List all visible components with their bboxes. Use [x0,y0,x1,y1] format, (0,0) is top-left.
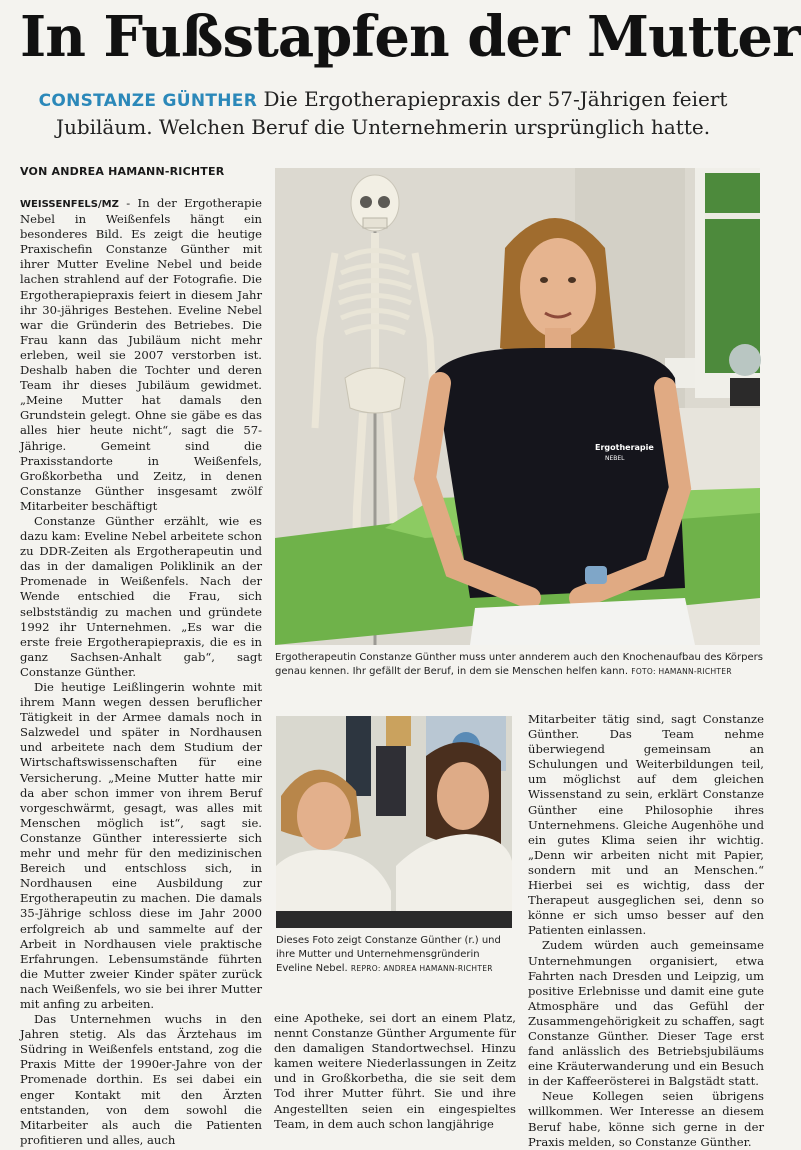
main-photo-caption-text: Ergotherapeutin Constanze Günther muss unter annderem auch den Knochenaufbau des Körpers genau kennen. Ihr gefällt der Beruf, in dem sie Menschen helfen kann. [275,652,763,677]
main-photo-credit: FOTO: HAMANN-RICHTER [631,667,732,676]
paragraph-3: Die heutige Leißlingerin wohnte mit ihrem Mann wegen dessen beruflicher Tätigkeit in der Armee damals noch in Salzwedel und später in Nordhausen und arbeitete nach dem Studium der Wirtschaftswissenschaften für eine Versicherung. „Meine Mutter hatte mir da aber schon immer von ihrem Beruf vorgeschwärmt, gesagt, was alles mit Menschen möglich ist“, sagt sie. Constanze Günther interessierte sich mehr und mehr für den medizinischen Bereich und entschloss sich, in Nordhausen eine Ausbildung zur Ergotherapeutin zu machen. Die damals 35-Jährige schloss diese im Jahr 2000 erfolgreich ab und sammelte auf der Arbeit in Nordhausen viele praktische Erfahrungen. Lebensumstände führten die Mutter zweier Kinder später zurück nach Weißenfels, wo sie bei ihrer Mutter mit anfing zu arbeiten. [20,680,262,1011]
secondary-photo-credit: REPRO: ANDREA HAMANN-RICHTER [350,964,493,973]
column-3-paragraph-1: Mitarbeiter tätig sind, sagt Constanze Günther. Das Team nehme überwiegend gemeinsam an Schulungen und Weiterbildungen teil, um möglichst auf dem gleichen Wissenstand zu sein, erklärt Constanze Günther eine Philosophie ihres Unternehmens. Gleiche Augenhöhe und ein gutes Klima seien ihr wichtig. „Denn wir arbeiten nicht mit Papier, sondern mit und an Menschen.“ Hierbei sei es wichtig, dass der Therapeut ausgeglichen sei, denn so könne er sich umso besser auf den Patienten einlassen. [528,712,764,938]
column-2-text: eine Apotheke, sei dort an einem Platz, nennt Constanze Günther Argumente für den damaligen Standortwechsel. Hinzu kamen weitere Niederlassungen in Zeitz und in Großkorbetha, die sie seit dem Tod ihrer Mutter führt. Sie und ihre Angestellten seien ein eingespieltes Team, in dem auch schon langjährige [274,1011,516,1131]
secondary-photo-caption-text: Dieses Foto zeigt Constanze Günther (r.) und ihre Mutter und Unternehmensgründerin Eveline Nebel. [276,935,501,974]
subheadline [28,86,738,140]
paragraph-1 [20,196,262,514]
paragraph-4: Das Unternehmen wuchs in den Jahren stetig. Als das Ärztehaus im Südring in Weißenfels entstand, zog die Praxis Mitte der 1990er-Jahre von der Promenade dorthin. Es sei dabei ein enger Kontakt mit den Ärzten entstanden, von dem sowohl die Mitarbeiter als auch die Patienten profitieren und alles, auch [20,1012,262,1147]
column-3-paragraph-3: Neue Kollegen seien übrigens willkommen. Wer Interesse an diesem Beruf habe, könne sich gerne in der Praxis melden, so Constanze Günther. [528,1089,764,1149]
headline: In Fußstapfen der Mutter [20,4,801,70]
article-column-1 [20,196,262,1147]
column-3-paragraph-2: Zudem würden auch gemeinsame Unternehmungen organisiert, etwa Fahrten nach Dresden und Leipzig, um positive Erlebnisse und damit eine gute Atmosphäre und das Gefühl der Zusammengehörigkeit zu schaffen, sagt Constanze Günther. Dieser Tage erst fand anlässlich des Betriebsjubiläums eine Kräuterwanderung und ein Besuch in der Kaffeerösterei in Balgstädt statt. [528,938,764,1089]
main-photo [275,168,760,645]
article-column-3 [528,712,764,1149]
secondary-photo-illustration [276,716,512,928]
dateline: WEISSENFELS/MZ [20,199,119,210]
shirt-logo-text: Ergotherapie [595,443,654,452]
article-column-2 [274,1011,516,1140]
paragraph-2: Constanze Günther erzählt, wie es dazu kam: Eveline Nebel arbeitete schon zu DDR-Zeiten als Ergotherapeutin und das in der damaligen Poliklinik an der Promenade in Weißenfels. Nach der Wende entschied die Frau, sich selbstständig zu machen und gründete 1992 ihr Unternehmen. „Es war die erste freie Ergotherapiepraxis, die es in ganz Sachsen-Anhalt gab“, sagt Constanze Günther. [20,513,262,679]
byline: VON ANDREA HAMANN-RICHTER [20,165,225,178]
subhead-kicker: CONSTANZE GÜNTHER [38,91,258,111]
secondary-photo [276,716,512,928]
main-photo-caption [275,651,763,679]
paragraph-1-text: - In der Ergotherapie Nebel in Weißenfels hängt ein besonderes Bild. Es zeigt die heutige Praxischefin Constanze Günther mit ihrer Mutter Eveline Nebel und beide lachen strahlend auf der Fotografie. Die Ergotherapiepraxis feiert in diesem Jahr ihr 30-jähriges Bestehen. Eveline Nebel war die Gründerin des Betriebes. Die Frau kann das Jubiläum nicht mehr erleben, weil sie 2007 verstorben ist. Deshalb haben die Tochter und deren Team ihr dieses Jubiläum gewidmet. „Meine Mutter hat damals den Grundstein gelegt. Ohne sie gäbe es das alles hier heute nicht“, sagt die 57-Jährige. Gemeint sind die Praxisstandorte in Weißenfels, Großkorbetha und Zeitz, in denen Constanze Günther insgesamt zwölf Mitarbeiter beschäftigt [20,196,262,513]
main-photo-illustration [275,168,760,645]
secondary-photo-caption [276,934,514,976]
shirt-logo-subtext: NEBEL [605,455,625,462]
subhead-text: Die Ergotherapiepraxis der 57-Jährigen feiert Jubiläum. Welchen Beruf die Unternehmerin ursprünglich hatte. [55,87,728,139]
